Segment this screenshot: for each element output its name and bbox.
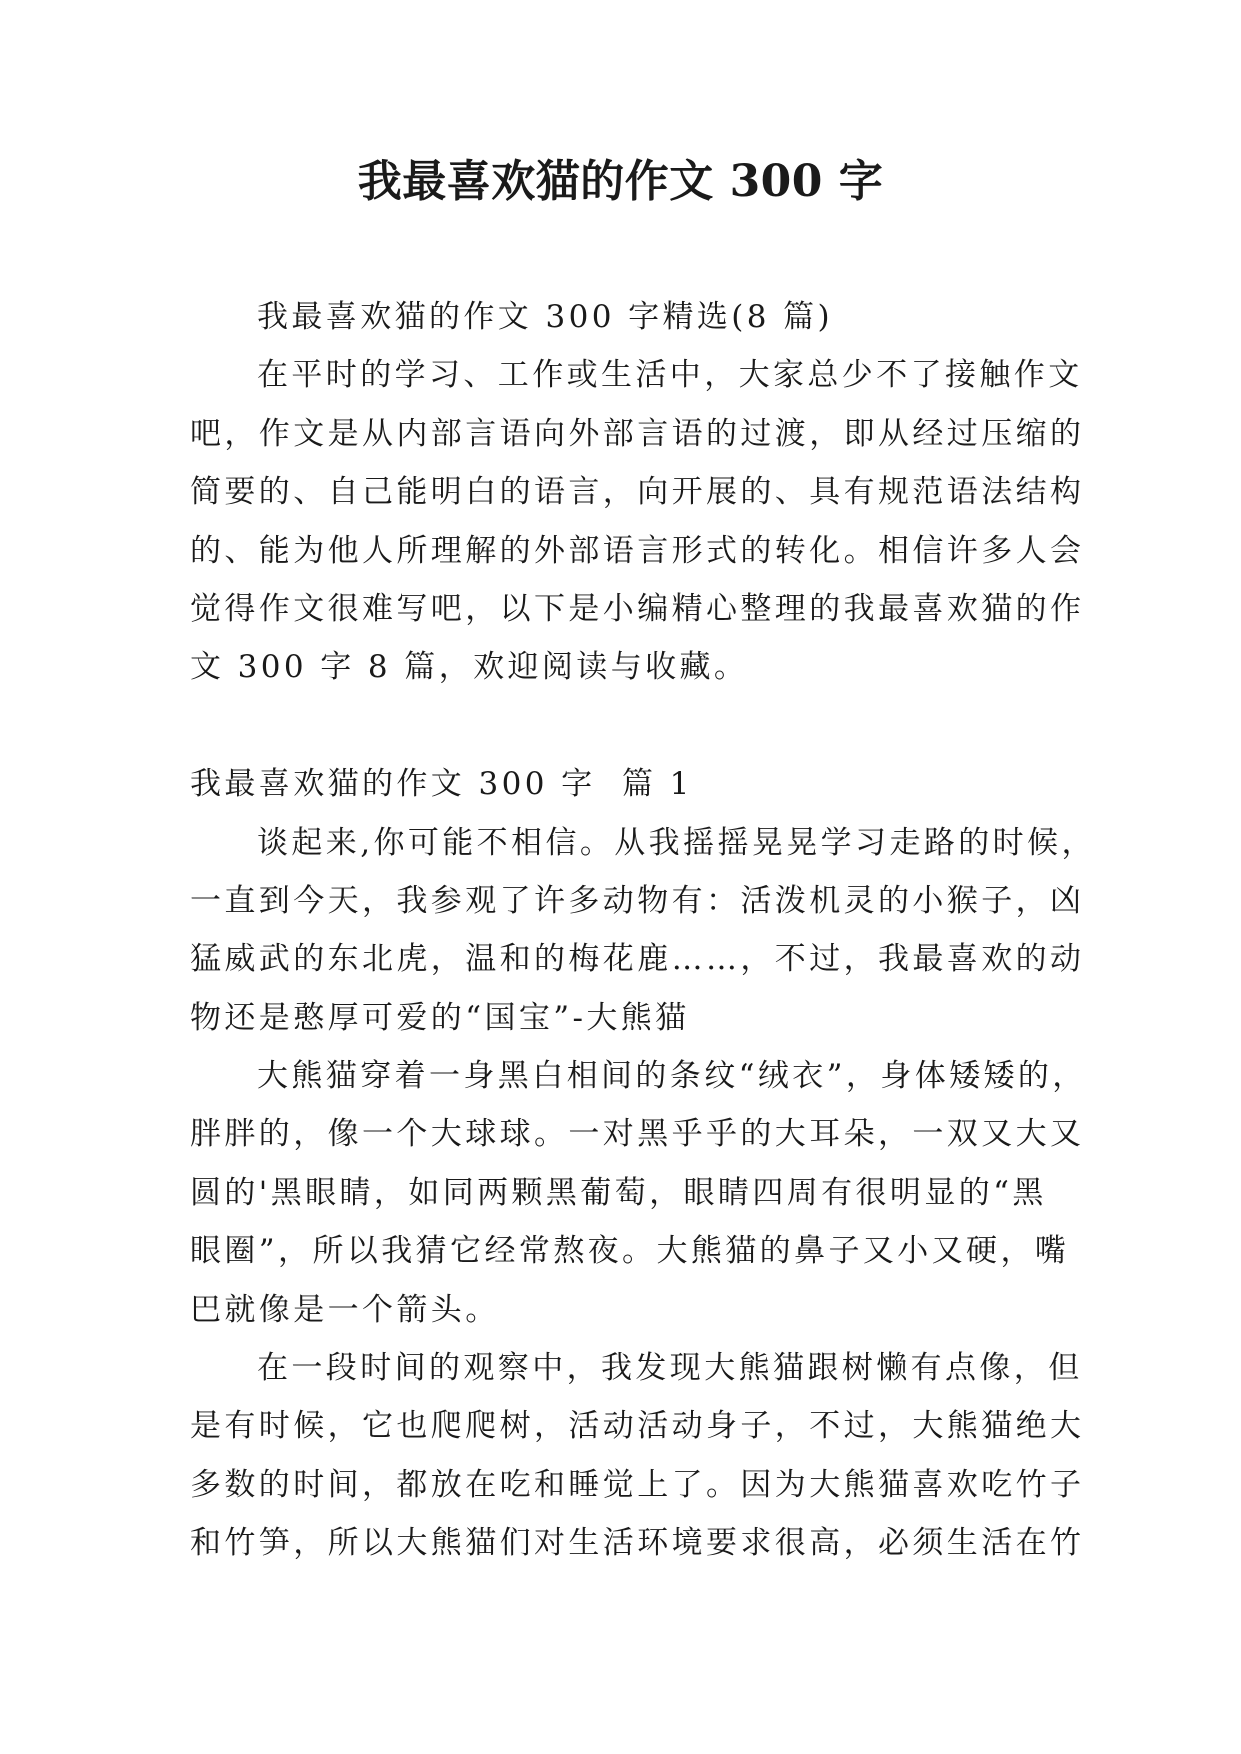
paragraph [190, 814, 1096, 1048]
text-line: 简要的、自己能明白的语言，向开展的、具有规范语法结构 [190, 474, 1085, 511]
document-body [190, 288, 1096, 1573]
text-line: 圆的'黑眼睛，如同两颗黑葡萄，眼睛四周有很明显的“黑 [190, 1174, 1047, 1211]
text-line: 文 300 字 8 篇，欢迎阅读与收藏。 [190, 649, 749, 686]
text-line: 在平时的学习、工作或生活中，大家总少不了接触作文 [257, 357, 1083, 394]
text-line: 一直到今天，我参观了许多动物有：活泼机灵的小猴子，凶 [190, 882, 1085, 919]
text-line: 眼圈”，所以我猜它经常熬夜。大熊猫的鼻子又小又硬，嘴 [190, 1233, 1070, 1270]
paragraph [190, 1047, 1090, 1339]
document-title: 我最喜欢猫的作文 300 字 [357, 156, 884, 207]
text-line: 觉得作文很难写吧，以下是小编精心整理的我最喜欢猫的作 [190, 590, 1085, 627]
paragraph [190, 288, 1090, 346]
text-line: 和竹笋，所以大熊猫们对生活环境要求很高，必须生活在竹 [190, 1525, 1085, 1562]
text-line: 谈起来,你可能不相信。从我摇摇晃晃学习走路的时候， [257, 824, 1096, 861]
text-line: 在一段时间的观察中，我发现大熊猫跟树懒有点像，但 [257, 1350, 1083, 1387]
text-line: 多数的时间，都放在吃和睡觉上了。因为大熊猫喜欢吃竹子 [190, 1466, 1085, 1503]
heading-text: 我最喜欢猫的作文 300 字 篇 1 [190, 766, 693, 803]
text-line: 大熊猫穿着一身黑白相间的条纹“绒衣”，身体矮矮的， [257, 1058, 1087, 1095]
text-line: 巴就像是一个箭头。 [190, 1291, 500, 1328]
paragraph [190, 1339, 1090, 1573]
paragraph [190, 346, 1090, 696]
text-line: 我最喜欢猫的作文 300 字精选(8 篇) [257, 299, 834, 335]
text-line: 吧，作文是从内部言语向外部言语的过渡，即从经过压缩的 [190, 415, 1085, 452]
text-line: 胖胖的，像一个大球球。一对黑乎乎的大耳朵，一双又大又 [190, 1116, 1085, 1153]
text-line: 猛威武的东北虎，温和的梅花鹿……，不过，我最喜欢的动 [190, 941, 1085, 978]
text-line: 的、能为他人所理解的外部语言形式的转化。相信许多人会 [190, 532, 1085, 569]
text-line: 物还是憨厚可爱的“国宝”-大熊猫 [190, 999, 690, 1036]
text-line: 是有时候，它也爬爬树，活动活动身子，不过，大熊猫绝大 [190, 1408, 1085, 1445]
section-heading [190, 755, 1090, 813]
